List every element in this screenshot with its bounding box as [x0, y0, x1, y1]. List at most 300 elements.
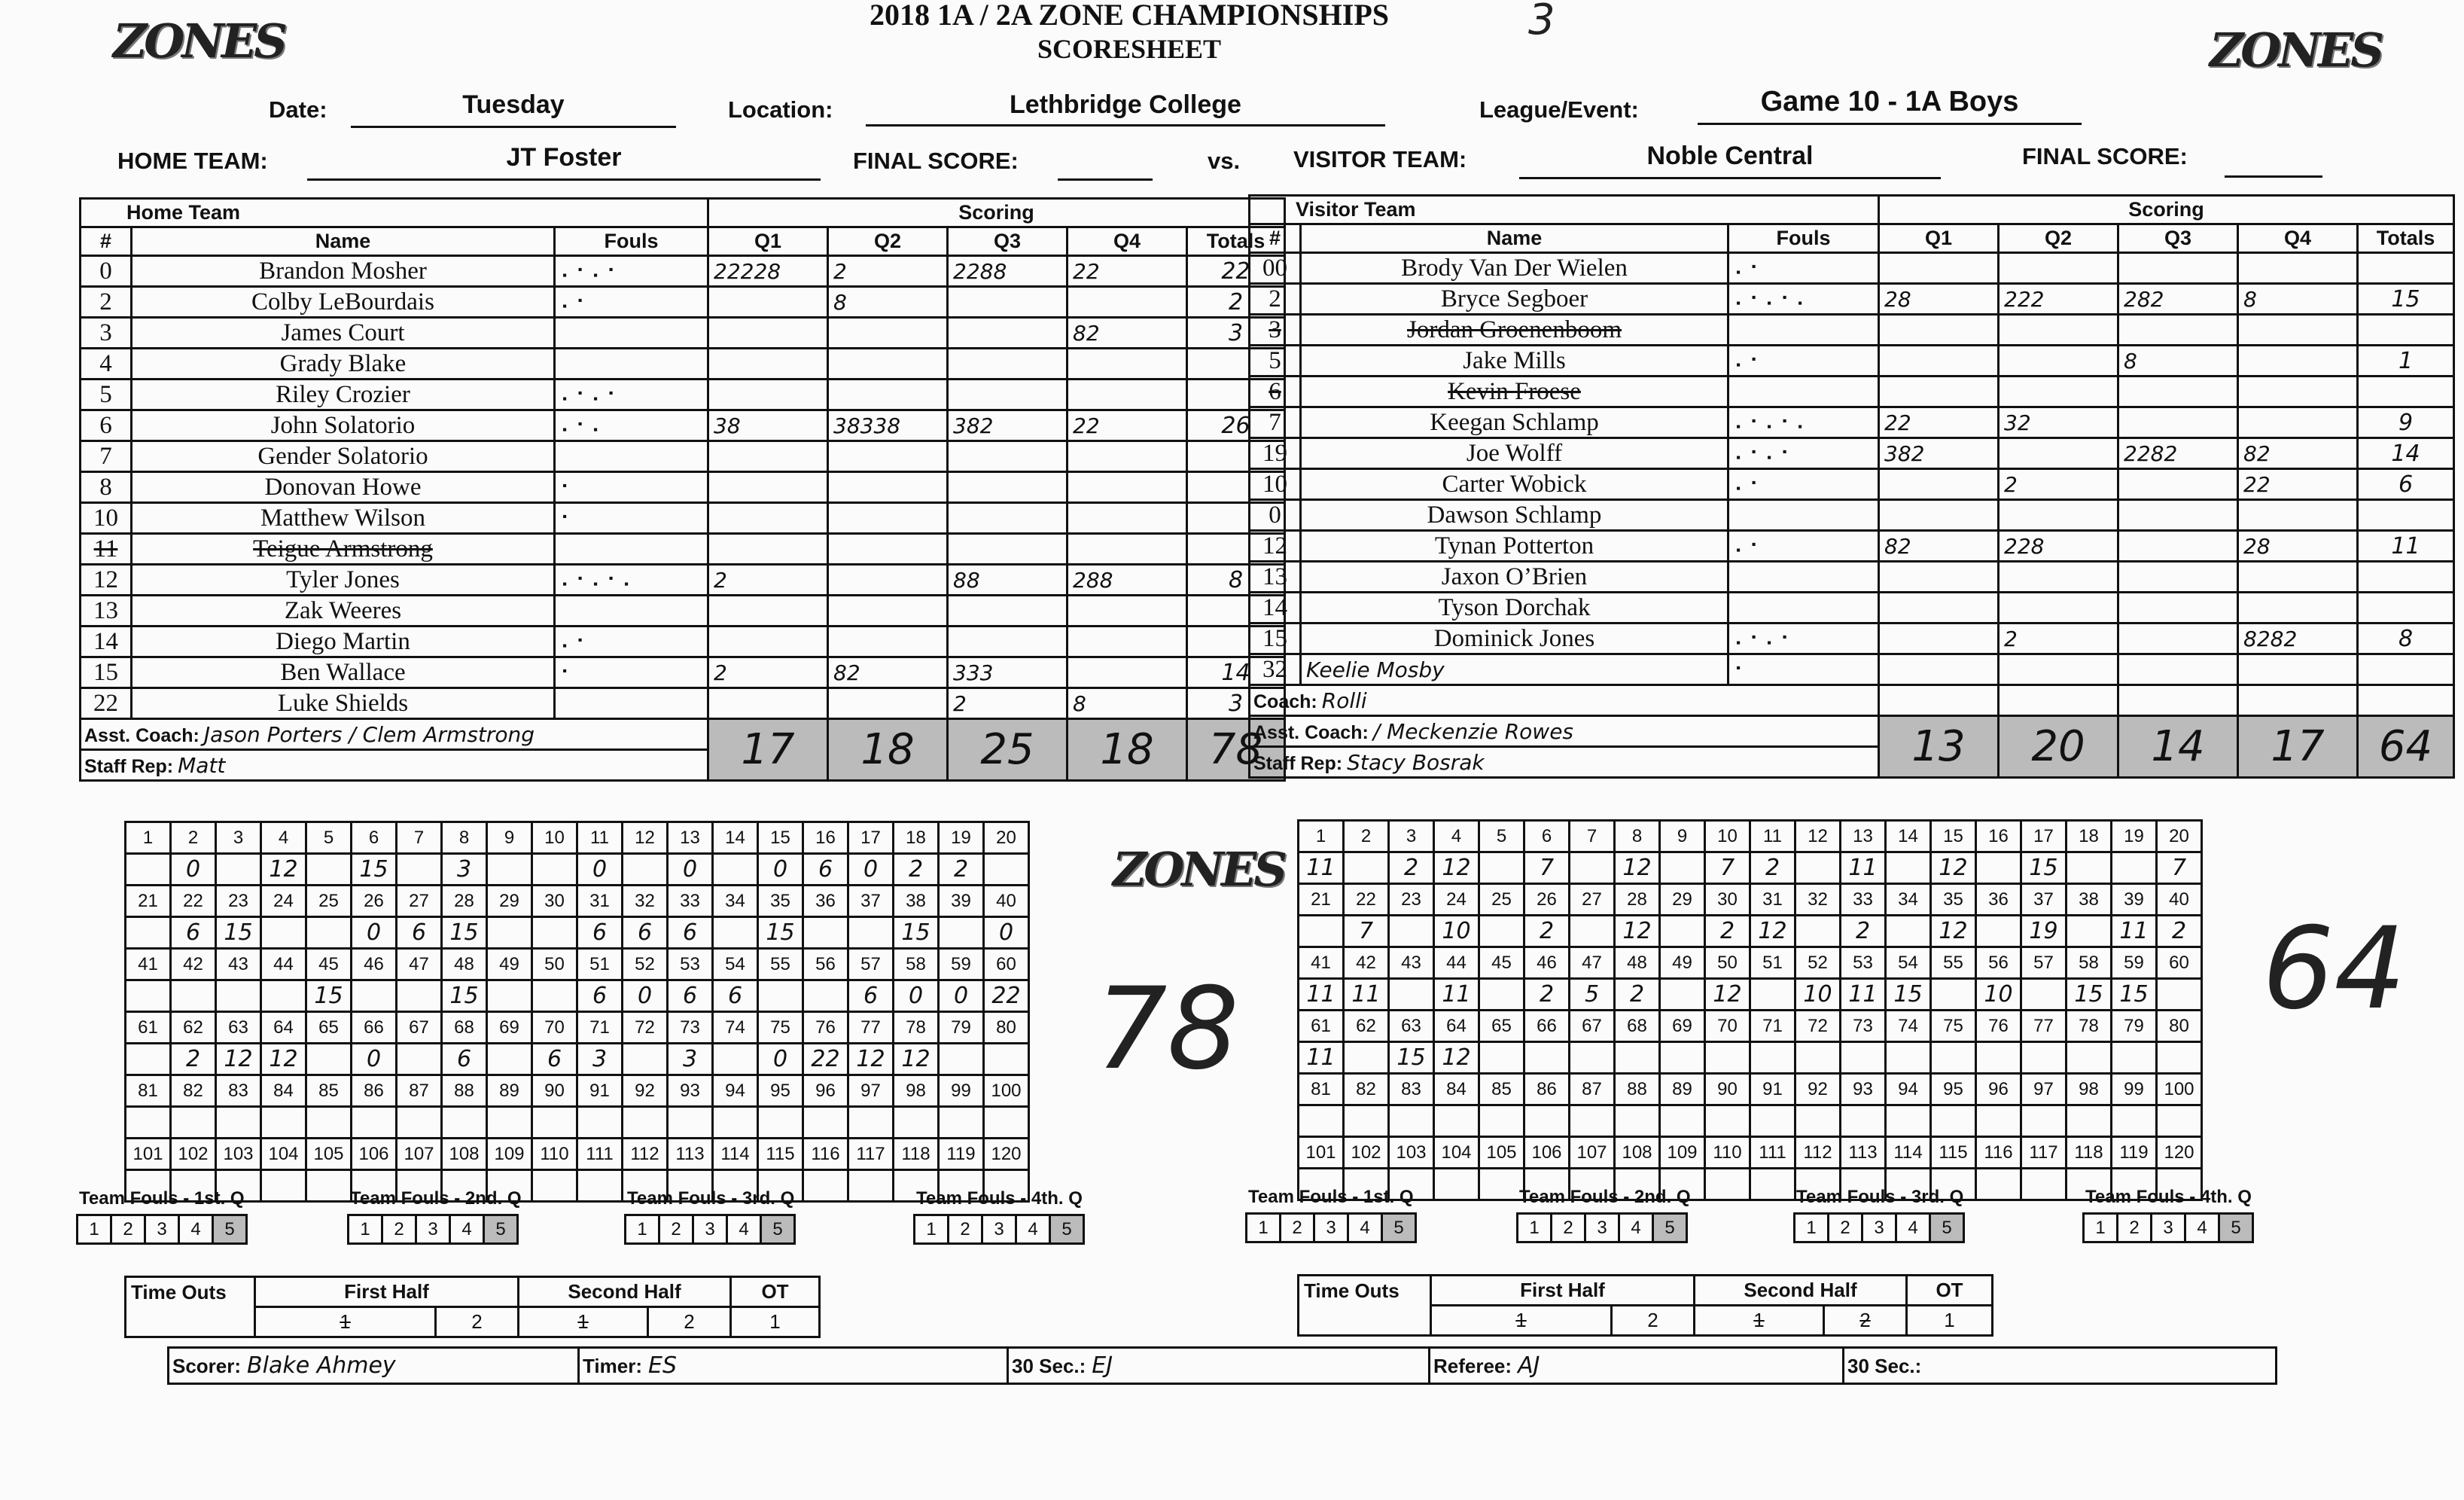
running-score-102[interactable]: 102: [171, 1139, 216, 1170]
player-q1[interactable]: 2: [708, 565, 828, 596]
running-score-46[interactable]: 46: [352, 949, 397, 980]
visitor-running-mark[interactable]: [1389, 1105, 1434, 1137]
running-score-114[interactable]: 114: [1886, 1137, 1931, 1169]
running-score-31[interactable]: 31: [577, 886, 623, 917]
running-score-101[interactable]: 101: [1299, 1137, 1344, 1169]
running-score-103[interactable]: 103: [1389, 1137, 1434, 1169]
team-foul-box[interactable]: 1: [1795, 1214, 1829, 1242]
visitor-running-mark[interactable]: 12: [1750, 916, 1795, 947]
player-name[interactable]: Donovan Howe: [132, 472, 555, 503]
home-running-mark[interactable]: [352, 1107, 397, 1139]
player-q1[interactable]: [1879, 593, 1999, 623]
home-running-mark[interactable]: [261, 917, 306, 949]
running-score-27[interactable]: 27: [397, 886, 442, 917]
player-name[interactable]: Tynan Potterton: [1301, 531, 1728, 562]
home-running-mark[interactable]: [487, 1107, 532, 1139]
visitor-running-mark[interactable]: 2: [2157, 916, 2202, 947]
coach-field[interactable]: [1250, 685, 1879, 716]
running-score-74[interactable]: 74: [713, 1012, 758, 1044]
running-score-59[interactable]: 59: [939, 949, 984, 980]
running-score-108[interactable]: 108: [442, 1139, 487, 1170]
running-score-43[interactable]: 43: [1389, 947, 1434, 979]
player-name[interactable]: Grady Blake: [132, 349, 555, 380]
player-fouls[interactable]: ⠄⠂⠄⠂: [1728, 623, 1879, 654]
running-score-86[interactable]: 86: [1524, 1074, 1570, 1105]
home-running-mark[interactable]: [216, 1107, 261, 1139]
running-score-87[interactable]: 87: [1570, 1074, 1615, 1105]
player-q4[interactable]: 288: [1068, 565, 1187, 596]
running-score-36[interactable]: 36: [803, 886, 848, 917]
home-running-mark[interactable]: [442, 1107, 487, 1139]
running-score-43[interactable]: 43: [216, 949, 261, 980]
visitor-running-mark[interactable]: 19: [2021, 916, 2067, 947]
running-score-8[interactable]: 8: [442, 822, 487, 854]
running-score-49[interactable]: 49: [487, 949, 532, 980]
running-score-76[interactable]: 76: [1976, 1011, 2021, 1042]
player-fouls[interactable]: [1728, 500, 1879, 531]
player-q1[interactable]: [1879, 315, 1999, 346]
running-score-53[interactable]: 53: [1841, 947, 1886, 979]
visitor-running-mark[interactable]: [1886, 1105, 1931, 1137]
home-running-mark[interactable]: [532, 854, 577, 886]
running-score-25[interactable]: 25: [306, 886, 352, 917]
running-score-93[interactable]: 93: [1841, 1074, 1886, 1105]
home-running-mark[interactable]: [984, 1044, 1029, 1075]
visitor-running-mark[interactable]: [2157, 979, 2202, 1011]
visitor-running-mark[interactable]: [1570, 852, 1615, 884]
running-score-25[interactable]: 25: [1479, 884, 1524, 916]
running-score-88[interactable]: 88: [442, 1075, 487, 1107]
player-number[interactable]: 7: [1250, 407, 1301, 438]
team-foul-box[interactable]: 3: [693, 1215, 727, 1244]
running-score-40[interactable]: 40: [2157, 884, 2202, 916]
visitor-running-mark[interactable]: [1479, 1105, 1524, 1137]
player-q4[interactable]: 8282: [2238, 623, 2358, 654]
running-score-51[interactable]: 51: [1750, 947, 1795, 979]
player-name[interactable]: Brody Van Der Wielen: [1301, 253, 1728, 284]
visitor-running-mark[interactable]: [1434, 1169, 1479, 1200]
player-q2[interactable]: [828, 380, 948, 410]
visitor-running-mark[interactable]: [1660, 1042, 1705, 1074]
home-running-mark[interactable]: 15: [442, 917, 487, 949]
running-score-21[interactable]: 21: [1299, 884, 1344, 916]
player-q4[interactable]: [1068, 441, 1187, 472]
team-foul-box[interactable]: 2: [2118, 1214, 2152, 1242]
visitor-running-mark[interactable]: 12: [1931, 852, 1976, 884]
running-score-71[interactable]: 71: [1750, 1011, 1795, 1042]
home-running-mark[interactable]: 3: [577, 1044, 623, 1075]
player-total[interactable]: [2358, 253, 2454, 284]
team-foul-box[interactable]: 5: [1382, 1214, 1416, 1242]
visitor-running-mark[interactable]: [1841, 1042, 1886, 1074]
home-running-mark[interactable]: [306, 854, 352, 886]
running-score-39[interactable]: 39: [939, 886, 984, 917]
running-score-81[interactable]: 81: [1299, 1074, 1344, 1105]
player-q4[interactable]: 82: [2238, 438, 2358, 469]
running-score-2[interactable]: 2: [1344, 821, 1389, 852]
visitor-running-mark[interactable]: [1705, 1042, 1750, 1074]
player-fouls[interactable]: ⠄⠂: [1728, 531, 1879, 562]
team-foul-box[interactable]: 3: [1314, 1214, 1348, 1242]
player-number[interactable]: 0: [81, 256, 132, 287]
visitor-running-mark[interactable]: 15: [2112, 979, 2157, 1011]
team-foul-box[interactable]: 5: [1050, 1215, 1084, 1244]
visitor-running-mark[interactable]: [1479, 1169, 1524, 1200]
player-fouls[interactable]: ⠄⠂⠄⠂⠄: [1728, 284, 1879, 315]
running-score-73[interactable]: 73: [668, 1012, 713, 1044]
home-running-mark[interactable]: [577, 1170, 623, 1202]
running-score-65[interactable]: 65: [1479, 1011, 1524, 1042]
player-name[interactable]: Gender Solatorio: [132, 441, 555, 472]
player-name[interactable]: Dominick Jones: [1301, 623, 1728, 654]
running-score-70[interactable]: 70: [532, 1012, 577, 1044]
visitor-running-mark[interactable]: 2: [1615, 979, 1660, 1011]
home-running-mark[interactable]: 15: [216, 917, 261, 949]
running-score-110[interactable]: 110: [1705, 1137, 1750, 1169]
player-fouls[interactable]: ⠄⠂⠄⠂: [555, 380, 708, 410]
home-running-mark[interactable]: [894, 1107, 939, 1139]
running-score-1[interactable]: 1: [1299, 821, 1344, 852]
visitor-running-mark[interactable]: [2067, 1105, 2112, 1137]
visitor-running-mark[interactable]: 12: [1434, 852, 1479, 884]
home-running-mark[interactable]: [397, 1044, 442, 1075]
visitor-running-mark[interactable]: [1660, 852, 1705, 884]
player-q2[interactable]: 222: [1999, 284, 2118, 315]
running-score-112[interactable]: 112: [623, 1139, 668, 1170]
home-running-mark[interactable]: [126, 917, 171, 949]
player-total[interactable]: 14: [1187, 657, 1285, 688]
player-fouls[interactable]: [555, 596, 708, 627]
player-number[interactable]: 19: [1250, 438, 1301, 469]
visitor-running-mark[interactable]: [1976, 1042, 2021, 1074]
visitor-running-mark[interactable]: [1615, 1042, 1660, 1074]
player-q1[interactable]: [1879, 654, 1999, 685]
player-q3[interactable]: 2: [948, 688, 1068, 719]
running-score-38[interactable]: 38: [894, 886, 939, 917]
team-foul-box[interactable]: 4: [179, 1215, 213, 1244]
running-score-63[interactable]: 63: [1389, 1011, 1434, 1042]
player-total[interactable]: [2358, 315, 2454, 346]
visitor-running-mark[interactable]: 2: [1750, 852, 1795, 884]
team-foul-box[interactable]: 2: [1281, 1214, 1314, 1242]
player-q2[interactable]: 228: [1999, 531, 2118, 562]
player-number[interactable]: 10: [1250, 469, 1301, 500]
running-score-26[interactable]: 26: [352, 886, 397, 917]
visitor-running-mark[interactable]: [1976, 852, 2021, 884]
player-name[interactable]: Riley Crozier: [132, 380, 555, 410]
running-score-78[interactable]: 78: [894, 1012, 939, 1044]
player-q1[interactable]: 382: [1879, 438, 1999, 469]
running-score-78[interactable]: 78: [2067, 1011, 2112, 1042]
player-q1[interactable]: 22: [1879, 407, 1999, 438]
visitor-running-mark[interactable]: [1886, 916, 1931, 947]
running-score-54[interactable]: 54: [713, 949, 758, 980]
visitor-running-mark[interactable]: 10: [1434, 916, 1479, 947]
player-q4[interactable]: [2238, 654, 2358, 685]
running-score-26[interactable]: 26: [1524, 884, 1570, 916]
player-name[interactable]: Luke Shields: [132, 688, 555, 719]
player-fouls[interactable]: [555, 534, 708, 565]
player-fouls[interactable]: ⠄⠂: [555, 287, 708, 318]
running-score-2[interactable]: 2: [171, 822, 216, 854]
player-q3[interactable]: [2118, 593, 2238, 623]
running-score-105[interactable]: 105: [306, 1139, 352, 1170]
visitor-running-mark[interactable]: 11: [1299, 1042, 1344, 1074]
home-running-mark[interactable]: [487, 854, 532, 886]
home-running-mark[interactable]: [487, 980, 532, 1012]
player-q3[interactable]: [2118, 253, 2238, 284]
running-score-111[interactable]: 111: [1750, 1137, 1795, 1169]
visitor-running-mark[interactable]: [1344, 852, 1389, 884]
visitor-running-mark[interactable]: [1886, 852, 1931, 884]
team-foul-box[interactable]: 4: [1016, 1215, 1050, 1244]
player-fouls[interactable]: ⠄⠂: [1728, 469, 1879, 500]
running-score-33[interactable]: 33: [1841, 884, 1886, 916]
player-number[interactable]: 4: [81, 349, 132, 380]
running-score-109[interactable]: 109: [1660, 1137, 1705, 1169]
running-score-79[interactable]: 79: [2112, 1011, 2157, 1042]
home-running-mark[interactable]: [713, 1044, 758, 1075]
visitor-running-mark[interactable]: [1344, 1042, 1389, 1074]
player-q2[interactable]: [1999, 500, 2118, 531]
visitor-running-mark[interactable]: [1434, 1105, 1479, 1137]
home-running-mark[interactable]: 0: [894, 980, 939, 1012]
home-running-mark[interactable]: 6: [623, 917, 668, 949]
running-score-73[interactable]: 73: [1841, 1011, 1886, 1042]
running-score-30[interactable]: 30: [532, 886, 577, 917]
visitor-running-mark[interactable]: 12: [1434, 1042, 1479, 1074]
visitor-running-mark[interactable]: [1479, 979, 1524, 1011]
visitor-running-mark[interactable]: [1660, 1105, 1705, 1137]
running-score-52[interactable]: 52: [623, 949, 668, 980]
home-running-mark[interactable]: [171, 980, 216, 1012]
player-number[interactable]: 3: [1250, 315, 1301, 346]
team-foul-box[interactable]: 1: [1518, 1214, 1552, 1242]
running-score-57[interactable]: 57: [2021, 947, 2067, 979]
player-q1[interactable]: [1879, 623, 1999, 654]
running-score-90[interactable]: 90: [532, 1075, 577, 1107]
running-score-81[interactable]: 81: [126, 1075, 171, 1107]
home-running-mark[interactable]: [261, 1107, 306, 1139]
running-score-23[interactable]: 23: [1389, 884, 1434, 916]
player-q3[interactable]: [2118, 469, 2238, 500]
home-running-mark[interactable]: [623, 1044, 668, 1075]
player-q1[interactable]: [708, 287, 828, 318]
player-q4[interactable]: [1068, 472, 1187, 503]
player-name[interactable]: Bryce Segboer: [1301, 284, 1728, 315]
running-score-62[interactable]: 62: [171, 1012, 216, 1044]
home-running-mark[interactable]: [668, 1107, 713, 1139]
home-running-mark[interactable]: [939, 1044, 984, 1075]
player-q1[interactable]: 28: [1879, 284, 1999, 315]
player-total[interactable]: 8: [2358, 623, 2454, 654]
player-q1[interactable]: [708, 349, 828, 380]
home-running-mark[interactable]: 6: [803, 854, 848, 886]
running-score-89[interactable]: 89: [1660, 1074, 1705, 1105]
running-score-18[interactable]: 18: [2067, 821, 2112, 852]
visitor-running-mark[interactable]: [2021, 1042, 2067, 1074]
player-total[interactable]: 26: [1187, 410, 1285, 441]
visitor-running-mark[interactable]: [1479, 916, 1524, 947]
player-q1[interactable]: [708, 472, 828, 503]
running-score-37[interactable]: 37: [848, 886, 894, 917]
running-score-17[interactable]: 17: [848, 822, 894, 854]
team-foul-box[interactable]: 1: [1247, 1214, 1281, 1242]
home-running-mark[interactable]: [803, 1170, 848, 1202]
running-score-54[interactable]: 54: [1886, 947, 1931, 979]
running-score-47[interactable]: 47: [397, 949, 442, 980]
visitor-running-mark[interactable]: 11: [1434, 979, 1479, 1011]
running-score-1[interactable]: 1: [126, 822, 171, 854]
timeout-box[interactable]: 1: [1431, 1306, 1612, 1336]
player-q3[interactable]: [2118, 654, 2238, 685]
visitor-running-mark[interactable]: [1841, 1105, 1886, 1137]
visitor-running-mark[interactable]: [1660, 916, 1705, 947]
running-score-108[interactable]: 108: [1615, 1137, 1660, 1169]
player-q3[interactable]: 382: [948, 410, 1068, 441]
timeout-box[interactable]: 2: [436, 1307, 519, 1337]
player-fouls[interactable]: [1728, 562, 1879, 593]
running-score-33[interactable]: 33: [668, 886, 713, 917]
visitor-running-mark[interactable]: [1299, 916, 1344, 947]
home-running-mark[interactable]: 6: [442, 1044, 487, 1075]
player-q2[interactable]: [1999, 438, 2118, 469]
visitor-running-mark[interactable]: 7: [1705, 852, 1750, 884]
running-score-103[interactable]: 103: [216, 1139, 261, 1170]
player-q4[interactable]: 22: [2238, 469, 2358, 500]
visitor-running-mark[interactable]: 12: [1615, 916, 1660, 947]
player-q3[interactable]: 2288: [948, 256, 1068, 287]
player-q3[interactable]: [2118, 562, 2238, 593]
visitor-running-mark[interactable]: [2157, 1042, 2202, 1074]
running-score-75[interactable]: 75: [1931, 1011, 1976, 1042]
team-foul-box[interactable]: 2: [111, 1215, 145, 1244]
home-running-mark[interactable]: [623, 854, 668, 886]
player-q1[interactable]: [708, 596, 828, 627]
player-number[interactable]: 00: [1250, 253, 1301, 284]
team-total-q3[interactable]: 25: [948, 719, 1068, 781]
running-score-64[interactable]: 64: [1434, 1011, 1479, 1042]
player-q2[interactable]: [828, 472, 948, 503]
player-q1[interactable]: [708, 688, 828, 719]
running-score-56[interactable]: 56: [803, 949, 848, 980]
visitor-running-mark[interactable]: [1299, 1105, 1344, 1137]
home-running-mark[interactable]: [848, 1170, 894, 1202]
running-score-115[interactable]: 115: [758, 1139, 803, 1170]
player-q3[interactable]: [948, 287, 1068, 318]
team-total-q4[interactable]: 18: [1068, 719, 1187, 781]
running-score-83[interactable]: 83: [216, 1075, 261, 1107]
running-score-22[interactable]: 22: [171, 886, 216, 917]
home-running-mark[interactable]: 6: [171, 917, 216, 949]
running-score-29[interactable]: 29: [487, 886, 532, 917]
home-running-mark[interactable]: [306, 1107, 352, 1139]
player-name[interactable]: James Court: [132, 318, 555, 349]
home-running-mark[interactable]: [126, 980, 171, 1012]
running-score-47[interactable]: 47: [1570, 947, 1615, 979]
player-total[interactable]: [2358, 377, 2454, 407]
player-number[interactable]: 2: [1250, 284, 1301, 315]
running-score-42[interactable]: 42: [1344, 947, 1389, 979]
running-score-44[interactable]: 44: [1434, 947, 1479, 979]
player-name[interactable]: Teigue Armstrong: [132, 534, 555, 565]
running-score-41[interactable]: 41: [1299, 947, 1344, 979]
running-score-34[interactable]: 34: [1886, 884, 1931, 916]
running-score-102[interactable]: 102: [1344, 1137, 1389, 1169]
player-q2[interactable]: [828, 688, 948, 719]
running-score-94[interactable]: 94: [713, 1075, 758, 1107]
visitor-running-mark[interactable]: 15: [2067, 979, 2112, 1011]
player-name[interactable]: Carter Wobick: [1301, 469, 1728, 500]
running-score-104[interactable]: 104: [1434, 1137, 1479, 1169]
running-score-74[interactable]: 74: [1886, 1011, 1931, 1042]
player-number[interactable]: 32: [1250, 654, 1301, 685]
team-foul-box[interactable]: 4: [450, 1215, 484, 1244]
visitor-running-mark[interactable]: [1931, 1042, 1976, 1074]
running-score-61[interactable]: 61: [1299, 1011, 1344, 1042]
player-total[interactable]: 22: [1187, 256, 1285, 287]
running-score-7[interactable]: 7: [1570, 821, 1615, 852]
player-fouls[interactable]: ⠄⠂: [1728, 346, 1879, 377]
running-score-82[interactable]: 82: [171, 1075, 216, 1107]
home-running-mark[interactable]: [216, 980, 261, 1012]
running-score-55[interactable]: 55: [758, 949, 803, 980]
visitor-running-mark[interactable]: 2: [1524, 979, 1570, 1011]
player-number[interactable]: 15: [81, 657, 132, 688]
running-score-53[interactable]: 53: [668, 949, 713, 980]
home-running-mark[interactable]: [532, 980, 577, 1012]
visitor-running-mark[interactable]: 7: [1524, 852, 1570, 884]
team-total-q1[interactable]: 13: [1879, 716, 1999, 778]
running-score-85[interactable]: 85: [1479, 1074, 1524, 1105]
player-q4[interactable]: [1068, 627, 1187, 657]
running-score-96[interactable]: 96: [1976, 1074, 2021, 1105]
player-number[interactable]: 22: [81, 688, 132, 719]
running-score-14[interactable]: 14: [713, 822, 758, 854]
timer-field[interactable]: Timer: ES: [579, 1348, 1008, 1384]
running-score-41[interactable]: 41: [126, 949, 171, 980]
player-total[interactable]: [2358, 654, 2454, 685]
player-fouls[interactable]: ⠄⠂⠄⠂: [555, 256, 708, 287]
running-score-39[interactable]: 39: [2112, 884, 2157, 916]
running-score-36[interactable]: 36: [1976, 884, 2021, 916]
player-q1[interactable]: [1879, 346, 1999, 377]
visitor-running-mark[interactable]: [1795, 852, 1841, 884]
team-foul-box[interactable]: 4: [1348, 1214, 1382, 1242]
running-score-107[interactable]: 107: [397, 1139, 442, 1170]
player-fouls[interactable]: [555, 318, 708, 349]
home-running-mark[interactable]: [171, 1107, 216, 1139]
player-q2[interactable]: 38338: [828, 410, 948, 441]
player-q2[interactable]: [828, 596, 948, 627]
home-running-mark[interactable]: [532, 1170, 577, 1202]
player-name[interactable]: Dawson Schlamp: [1301, 500, 1728, 531]
running-score-10[interactable]: 10: [532, 822, 577, 854]
player-fouls[interactable]: ⠄⠂⠄⠂⠄: [555, 565, 708, 596]
player-q4[interactable]: [2238, 562, 2358, 593]
home-running-mark[interactable]: [487, 917, 532, 949]
running-score-59[interactable]: 59: [2112, 947, 2157, 979]
running-score-18[interactable]: 18: [894, 822, 939, 854]
running-score-66[interactable]: 66: [352, 1012, 397, 1044]
running-score-70[interactable]: 70: [1705, 1011, 1750, 1042]
home-running-mark[interactable]: [848, 917, 894, 949]
player-q4[interactable]: [2238, 593, 2358, 623]
player-fouls[interactable]: [555, 441, 708, 472]
home-running-mark[interactable]: 12: [261, 1044, 306, 1075]
running-score-11[interactable]: 11: [577, 822, 623, 854]
visitor-running-mark[interactable]: 2: [1705, 916, 1750, 947]
